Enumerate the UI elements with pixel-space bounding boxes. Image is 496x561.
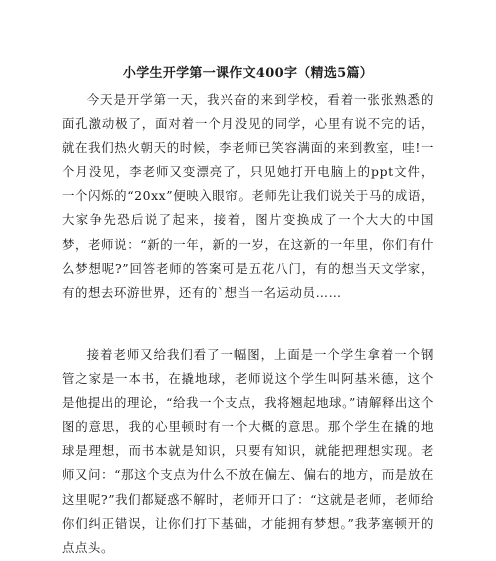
paragraph-1: 今天是开学第一天，我兴奋的来到学校，看着一张张熟悉的面孔激动极了，面对着一个月没见的同学，心里有说不完的话，就在我们热火朝天的时候，李老师已笑容满面的来到教室，哇!一个月没见，李老师又变漂亮了，只见她打开电脑上的ppt文件，一个闪烁的“20xx”便映入眼帘。老师先让我们说关于马的成语，大家争先恐后说了起来，接着，图片变换成了一个大大的中国梦，老师说：“新的一年，新的一岁，在这新的一年里，你们有什么梦想呢?”回答老师的答案可是五花八门，有的想当天文学家，有的想去环游世界，还有的`想当一名运动员…… [62,92,434,300]
document-title: 小学生开学第一课作文400字（精选5篇） [122,66,374,81]
paragraph-2: 接着老师又给我们看了一幅图，上面是一个学生拿着一个钢管之家是一本书，在撬地球，老师说这个学生叫阿基米德，这个是他提出的理论，“给我一个支点，我将翘起地球。”请解释出这个图的意思，我的心里顿时有一个大概的意思。那个学生在撬的地球是理想，而书本就是知识，只要有知识，就能把理想实现。老师又问：“那这个支点为什么不放在偏左、偏右的地方，而是放在这里呢?”我们都疑惑不解时，老师开口了：“这就是老师，老师给你们纠正错误，让你们打下基础，才能拥有梦想。”我茅塞顿开的点点头。 [62,347,434,555]
